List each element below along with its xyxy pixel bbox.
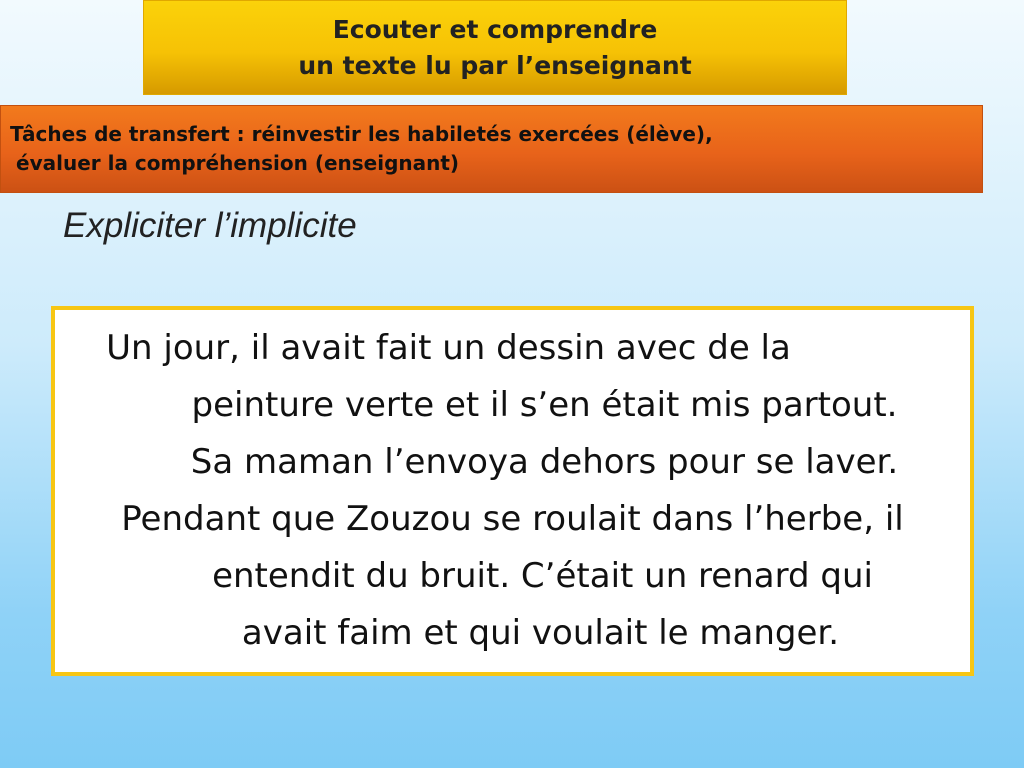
title-box [143, 0, 847, 95]
task-banner [0, 105, 983, 193]
title-line-1: Ecouter et comprendre [332, 14, 658, 44]
passage-line-4: Pendant que Zouzou se roulait dans l’herbe, il [121, 499, 904, 539]
subtitle: Expliciter l’implicite [63, 206, 357, 245]
passage-line-6: avait faim et qui voulait le manger. [241, 613, 840, 653]
passage-line-5: entendit du bruit. C’était un renard qui [212, 556, 873, 596]
passage-line-1: Un jour, il avait fait un dessin avec de la [106, 328, 791, 368]
task-line-2: évaluer la compréhension (enseignant) [16, 151, 460, 175]
passage-line-3: Sa maman l’envoya dehors pour se laver. [190, 442, 899, 482]
passage-line-2: peinture verte et il s’en était mis partout. [191, 385, 898, 425]
task-line-1: Tâches de transfert : réinvestir les habiletés exercées (élève), [10, 122, 713, 146]
passage-box [51, 306, 974, 676]
title-line-2: un texte lu par l’enseignant [298, 50, 692, 80]
